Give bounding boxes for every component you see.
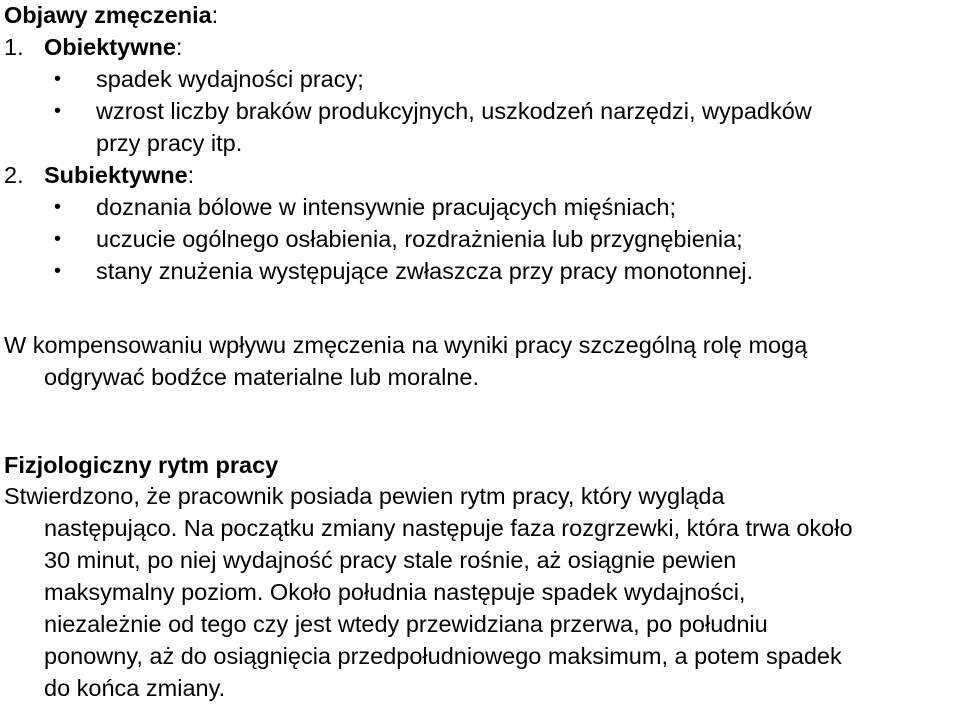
heading-title: Objawy zmęczenia	[4, 2, 212, 28]
bullet-glyph: •	[54, 260, 62, 282]
compensation-line-2: odgrywać bodźce materialne lub moralne.	[44, 364, 479, 390]
subjective-number: 2.	[4, 162, 24, 188]
objective-bullet-2-line-2: przy pracy itp.	[96, 130, 243, 156]
rhythm-line-5: niezależnie od tego czy jest wtedy przewidziana przerwa, po południu	[44, 611, 768, 637]
rhythm-line-4: maksymalny poziom. Około południa następuje spadek wydajności,	[44, 579, 746, 605]
heading	[4, 0, 218, 30]
subjective-bullet-3: stany znużenia występujące zwłaszcza przy pracy monotonnej.	[96, 258, 754, 284]
subjective-heading	[44, 160, 194, 190]
subjective-bullet-1: doznania bólowe w intensywnie pracujących mięśniach;	[96, 194, 676, 220]
rhythm-line-6: ponowny, aż do osiągnięcia przedpołudniowego maksimum, a potem spadek	[44, 643, 842, 669]
rhythm-line-1: Stwierdzono, że pracownik posiada pewien rytm pracy, który wygląda	[4, 483, 725, 509]
heading-colon: :	[211, 2, 219, 28]
objective-number: 1.	[4, 34, 24, 60]
bullet-glyph: •	[54, 100, 62, 122]
bullet-glyph: •	[54, 68, 62, 90]
objective-bullet-2-line-1: wzrost liczby braków produkcyjnych, uszkodzeń narzędzi, wypadków	[96, 98, 812, 124]
compensation-line-1: W kompensowaniu wpływu zmęczenia na wyniki pracy szczególną rolę mogą	[4, 332, 808, 358]
rhythm-title: Fizjologiczny rytm pracy	[4, 452, 279, 478]
bullet-glyph: •	[54, 196, 62, 218]
objective-bullet-1: spadek wydajności pracy;	[96, 66, 364, 92]
rhythm-line-7: do końca zmiany.	[44, 675, 226, 701]
objective-heading	[44, 32, 182, 62]
subjective-bullet-2: uczucie ogólnego osłabienia, rozdrażnienia lub przygnębienia;	[96, 226, 743, 252]
objective-colon: :	[175, 34, 183, 60]
rhythm-line-2: następująco. Na początku zmiany następuje faza rozgrzewki, która trwa około	[44, 515, 853, 541]
subjective-colon: :	[187, 162, 195, 188]
rhythm-line-3: 30 minut, po niej wydajność pracy stale rośnie, aż osiągnie pewien	[44, 547, 737, 573]
bullet-glyph: •	[54, 228, 62, 250]
subjective-label: Subiektywne	[44, 162, 188, 188]
objective-label: Obiektywne	[44, 34, 176, 60]
